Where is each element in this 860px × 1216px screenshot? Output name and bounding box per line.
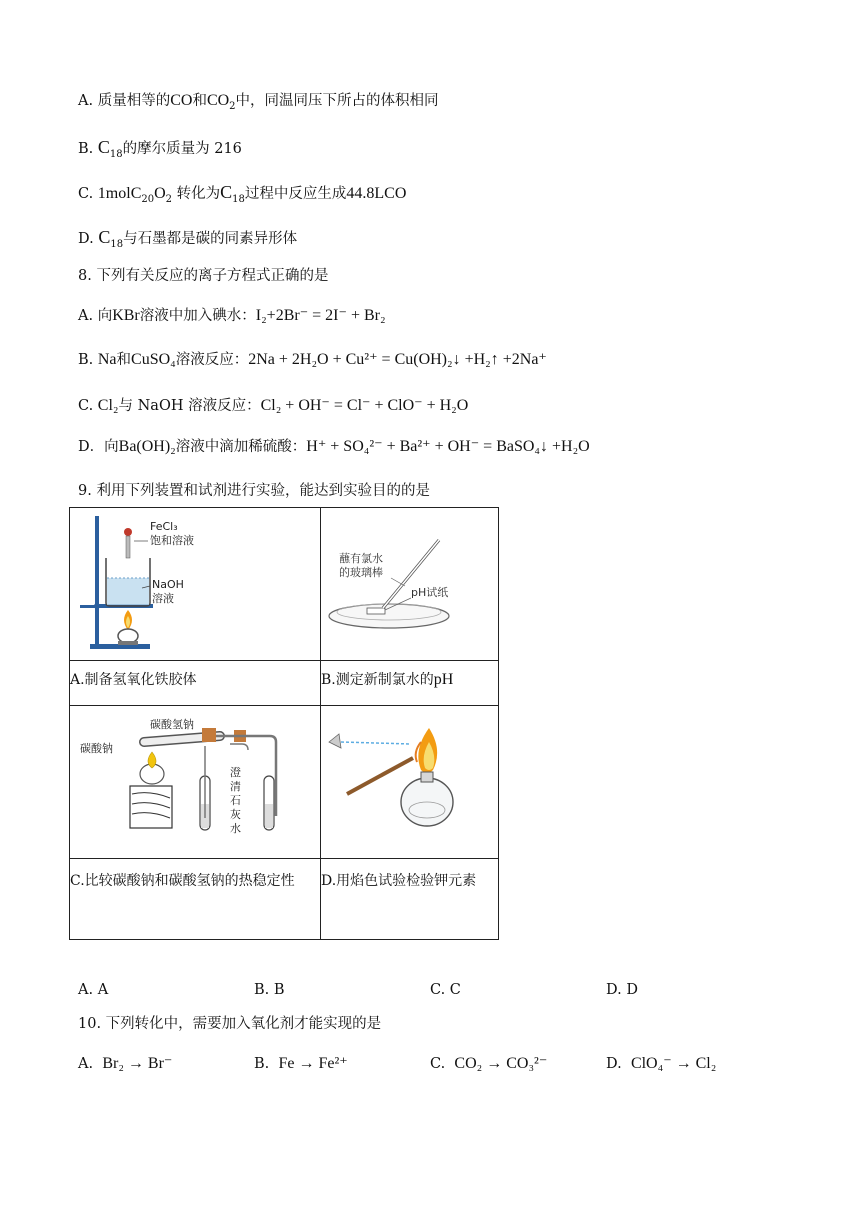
- q8-c-equation: Cl₂ + OH⁻ = Cl⁻ + ClO⁻ + H₂O: [260, 397, 469, 414]
- q7-c-sub1: 20: [141, 193, 155, 205]
- q10-d-equation: ClO₄⁻ → Cl₂: [630, 1055, 717, 1072]
- figure-c-label-bicarbonate: 碳酸氢钠: [150, 718, 194, 731]
- q7-c-suffix: 过程中反应生成: [244, 186, 347, 202]
- q7-b-prefix: B.: [78, 141, 98, 157]
- q8-option-d: [78, 437, 590, 457]
- q8-d-reagent: Ba(OH)₂: [118, 438, 176, 455]
- q8-d-equation: H⁺ + SO₄²⁻ + Ba²⁺ + OH⁻ = BaSO₄↓ +H₂O: [306, 438, 590, 455]
- q8-d-prefix: D．向: [78, 439, 119, 455]
- q8-a-prefix: A. 向: [78, 308, 113, 324]
- q7-a-co2: CO: [206, 92, 230, 109]
- q10-option-b: [254, 1054, 348, 1074]
- figure-c-label-c7: 水: [230, 822, 241, 835]
- q7-a-co2-sub: 2: [229, 100, 236, 112]
- q8-b-mid2: 溶液反应：: [175, 352, 249, 368]
- q9-answer-d: D. D: [606, 982, 638, 998]
- q7-b-c: C: [97, 137, 110, 157]
- q8-b-na: Na: [97, 351, 117, 368]
- q7-option-b: [78, 137, 242, 159]
- q8-c-prefix: C.: [78, 398, 98, 414]
- q7-c-val: 44.8LCO: [346, 185, 407, 202]
- experiment-table: [69, 507, 499, 940]
- q9-answer-a: A. A: [78, 982, 109, 998]
- q10-b-label: B.: [254, 1056, 270, 1072]
- q8-option-a: [78, 306, 386, 326]
- figure-b-label-glass-rod: 的玻璃棒: [339, 566, 383, 579]
- figure-a-colloid-apparatus: [70, 508, 320, 656]
- q10-c-equation: CO₂ → CO₃²⁻: [454, 1055, 548, 1072]
- figure-c-cell: [70, 706, 321, 859]
- figure-c-label-c3: 澄: [230, 766, 241, 779]
- figure-c-label-carbonate: 碳酸钠: [80, 742, 113, 755]
- q7-b-c-sub: 18: [109, 148, 123, 160]
- q7-c-c-sub: 18: [232, 193, 245, 205]
- caption-c: C.比较碳酸钠和碳酸氢钠的热稳定性: [70, 859, 321, 940]
- figure-b-ph-test: [321, 508, 498, 656]
- figure-a-cell: [70, 508, 321, 661]
- caption-b-ph: pH: [433, 671, 454, 688]
- caption-b-text: B.测定新制氯水的: [321, 672, 434, 688]
- q8-a-equation: I₂+2Br⁻ = 2I⁻ + Br₂: [255, 307, 386, 324]
- q9-stem: 9. 利用下列装置和试剂进行实验，能达到实验目的的是: [78, 483, 430, 499]
- caption-b: [321, 661, 499, 706]
- q7-b-suffix: 的摩尔质量为 216: [122, 141, 242, 157]
- caption-a: A.制备氢氧化铁胶体: [70, 661, 321, 706]
- q8-b-equation: 2Na + 2H₂O + Cu²⁺ = Cu(OH)₂↓ +H₂↑ +2Na⁺: [248, 351, 547, 368]
- figure-a-label-solution: 溶液: [152, 592, 174, 605]
- figure-c-label-c6: 灰: [230, 808, 241, 821]
- figure-b-label-chlorine-water: 蘸有氯水: [339, 552, 383, 565]
- figure-a-label-fecl3: FeCl₃: [150, 520, 178, 533]
- figure-a-label-naoh: NaOH: [152, 578, 184, 591]
- q7-c-mid: 转化为: [172, 186, 221, 202]
- q7-c-mol: 1molC: [97, 185, 142, 202]
- q7-option-d: [78, 227, 297, 249]
- q7-a-suffix: 中，同温同压下所占的体积相同: [235, 93, 439, 109]
- figure-c-label-c4: 清: [230, 780, 241, 793]
- q8-b-mid1: 和: [116, 352, 132, 368]
- q7-c-prefix: C.: [78, 186, 98, 202]
- q7-c-o: O: [154, 185, 166, 202]
- q8-a-mid: 溶液中加入碘水：: [139, 308, 256, 324]
- figure-b-cell: [321, 508, 499, 661]
- q10-b-equation: Fe → Fe²⁺: [278, 1055, 348, 1072]
- q9-answer-b: B. B: [254, 982, 285, 998]
- caption-d: D.用焰色试验检验钾元素: [321, 859, 499, 940]
- q8-c-mid: 与 NaOH 溶液反应：: [118, 398, 261, 414]
- q7-d-suffix: 与石墨都是碳的同素异形体: [123, 231, 298, 247]
- q8-b-prefix: B.: [78, 352, 98, 368]
- q7-c-c: C: [220, 182, 233, 202]
- q7-d-c-sub: 18: [110, 238, 124, 250]
- q8-a-reagent: KBr: [112, 307, 140, 324]
- q8-option-b: [78, 350, 547, 370]
- q8-d-mid: 溶液中滴加稀硫酸：: [175, 439, 307, 455]
- q10-a-equation: Br₂ → Br⁻: [102, 1055, 173, 1072]
- q8-b-cuso4: CuSO₄: [131, 351, 176, 368]
- figure-a-label-saturated: 饱和溶液: [150, 534, 194, 547]
- q7-a-co: CO: [170, 92, 193, 109]
- q8-stem: 8. 下列有关反应的离子方程式正确的是: [78, 268, 329, 284]
- figure-d-cell: [321, 706, 499, 859]
- q10-option-d: [606, 1054, 716, 1074]
- q7-option-a: [78, 91, 439, 111]
- q7-option-c: [78, 182, 406, 204]
- q7-d-prefix: D.: [78, 231, 99, 247]
- q10-c-label: C.: [430, 1056, 446, 1072]
- q10-option-a: [78, 1054, 172, 1074]
- q10-d-label: D.: [606, 1056, 622, 1072]
- q9-answer-c: C. C: [430, 982, 461, 998]
- figure-d-flame-test: [321, 706, 498, 854]
- q7-a-prefix: A. 质量相等的: [78, 93, 171, 109]
- q7-a-and: 和: [192, 93, 207, 109]
- figure-c-label-c5: 石: [230, 794, 241, 807]
- q10-stem: 10. 下列转化中，需要加入氧化剂才能实现的是: [78, 1016, 382, 1032]
- q10-a-label: A.: [78, 1056, 94, 1072]
- q7-c-sub2: 2: [165, 193, 173, 205]
- figure-b-label-ph-paper: pH试纸: [411, 586, 449, 599]
- q8-c-cl2: Cl₂: [97, 397, 119, 414]
- q10-option-c: [430, 1054, 547, 1074]
- q8-option-c: [78, 396, 468, 416]
- q7-d-c: C: [98, 227, 111, 247]
- figure-c-thermal-stability: [70, 706, 320, 854]
